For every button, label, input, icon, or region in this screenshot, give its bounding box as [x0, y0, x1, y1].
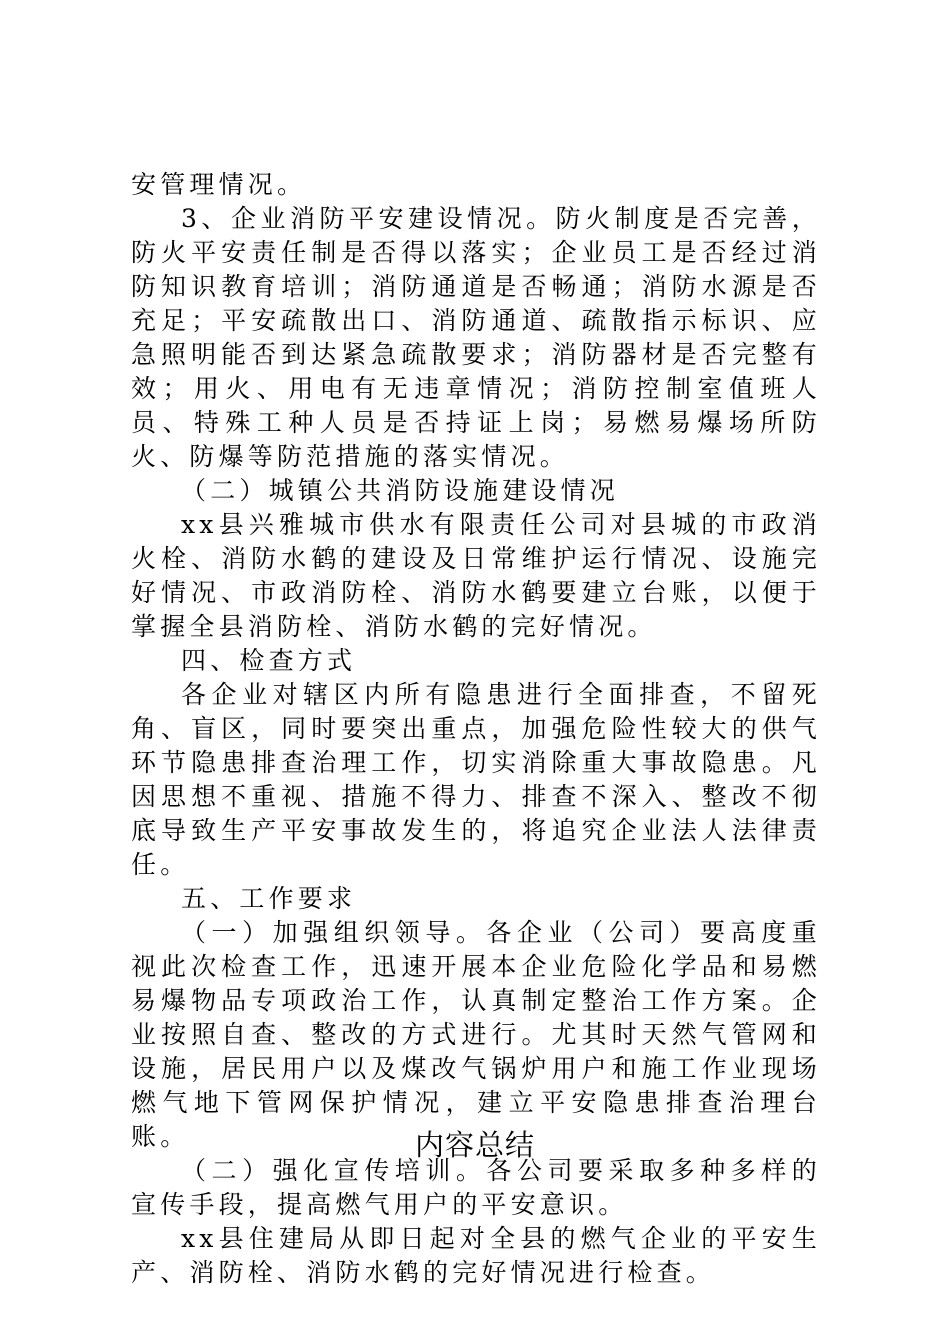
- paragraph-housing-bureau-inspection: xx县住建局从即日起对全县的燃气企业的平安生产、消防栓、消防水鹤的完好情况进行检查。: [131, 1224, 821, 1287]
- document-body: [131, 168, 821, 1290]
- paragraph-continuation: 安管理情况。: [131, 170, 307, 199]
- summary-title: 内容总结: [414, 1128, 535, 1162]
- section-heading-inspection-method: 四、检查方式: [181, 646, 357, 675]
- paragraph-publicity-training: （二）强化宣传培训。各公司要采取多种多样的宣传手段，提高燃气用户的平安意识。: [131, 1156, 821, 1219]
- paragraph-water-supply-company: xx县兴雅城市供水有限责任公司对县城的市政消火栓、消防水鹤的建设及日常维护运行情况、设施完好情况、市政消防栓、消防水鹤要建立台账，以便于掌握全县消防栓、消防水鹤的完好情况。: [131, 510, 821, 641]
- section-heading-public-facilities: （二）城镇公共消防设施建设情况: [181, 476, 620, 505]
- paragraph-strengthen-leadership: （一）加强组织领导。各企业（公司）要高度重视此次检查工作，迅速开展本企业危险化学品和易燃易爆物品专项政治工作，认真制定整治工作方案。企业按照自查、整改的方式进行。尤其时天然气管网和设施，居民用户以及煤改气锅炉用户和施工作业现场燃气地下管网保护情况，建立平安隐患排查治理台账。: [131, 918, 821, 1151]
- paragraph-enterprise-fire-safety: 3、企业消防平安建设情况。防火制度是否完善，防火平安责任制是否得以落实；企业员工是否经过消防知识教育培训；消防通道是否畅通；消防水源是否充足；平安疏散出口、消防通道、疏散指示标识、应急照明能否到达紧急疏散要求；消防器材是否完整有效；用火、用电有无违章情况；消防控制室值班人员、特殊工种人员是否持证上岗；易燃易爆场所防火、防爆等防范措施的落实情况。: [131, 204, 821, 471]
- paragraph-inspection-method: 各企业对辖区内所有隐患进行全面排查，不留死角、盲区，同时要突出重点，加强危险性较大的供气环节隐患排查治理工作，切实消除重大事故隐患。凡因思想不重视、措施不得力、排查不深入、整改不彻底导致生产平安事故发生的，将追究企业法人法律责任。: [131, 680, 821, 879]
- section-heading-work-requirements: 五、工作要求: [181, 884, 357, 913]
